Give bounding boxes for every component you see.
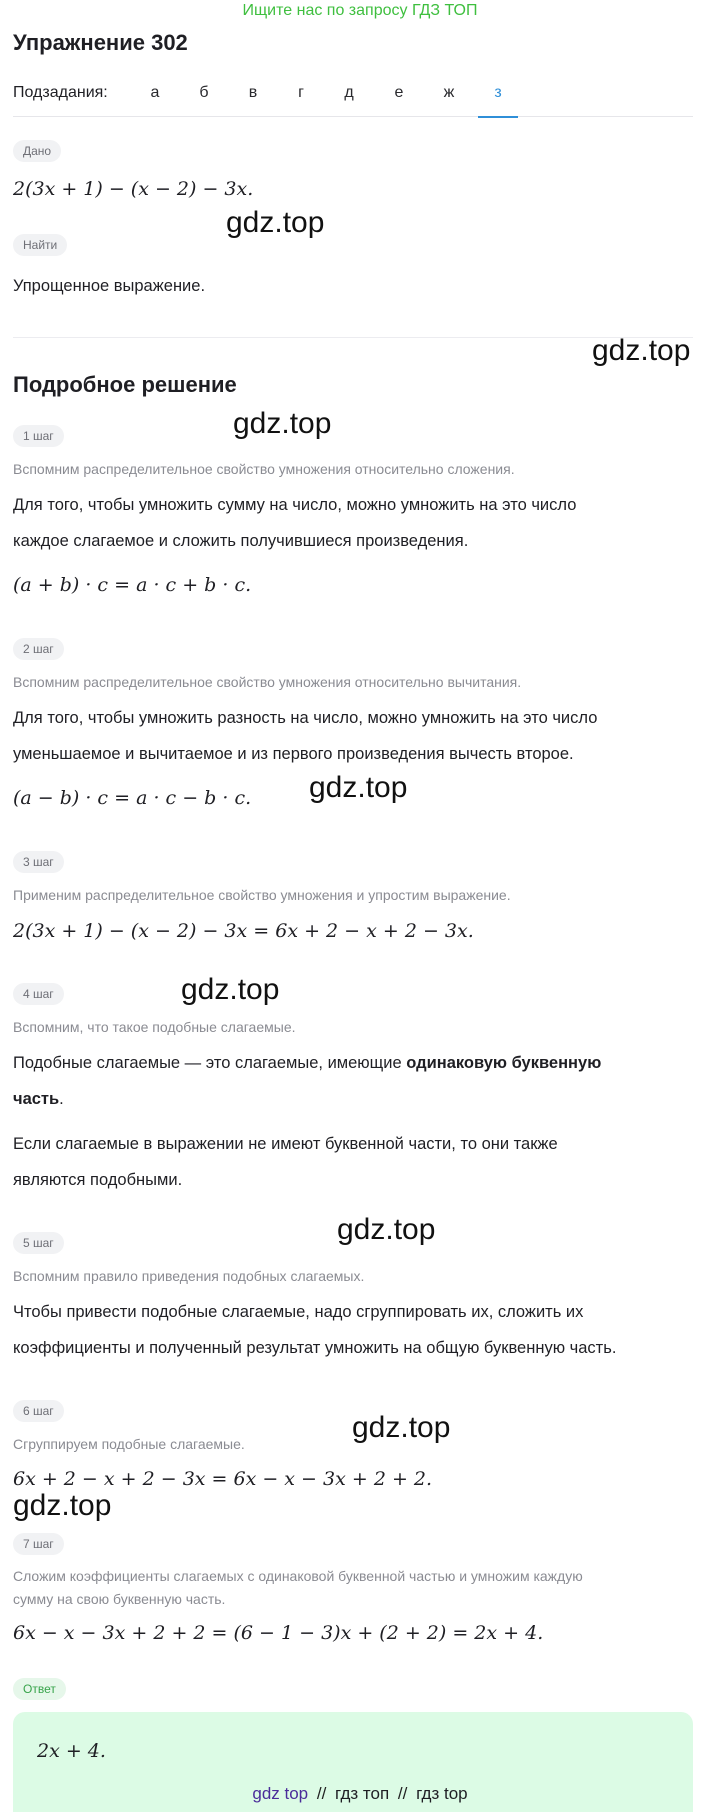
step-1-badge-wrap: [13, 425, 64, 447]
step-4-text-line2-bold: часть: [13, 1090, 60, 1108]
tab-v[interactable]: в: [248, 84, 258, 101]
footer-links: [0, 1784, 720, 1804]
step-2-text-line1: Для того, чтобы умножить разность на число, можно умножить на это число: [13, 709, 598, 727]
watermark: gdz.top: [13, 1489, 112, 1522]
watermark: gdz.top: [352, 1411, 451, 1444]
answer-badge: Ответ: [13, 1678, 66, 1700]
step-2-formula: (a − b) · c = a · c − b · c.: [13, 787, 252, 809]
step-2-hint: Вспомним распределительное свойство умножения относительно вычитания.: [13, 674, 522, 690]
footer-separator: //: [397, 1784, 408, 1803]
tab-e[interactable]: е: [394, 84, 404, 101]
step-4-text-line2-b: .: [59, 1090, 64, 1108]
step-2-badge: 2 шаг: [13, 638, 64, 660]
step-7-hint-line1: Сложим коэффициенты слагаемых с одинаковой буквенной частью и умножим каждую: [13, 1568, 583, 1584]
find-text: Упрощенное выражение.: [13, 277, 206, 295]
step-4-badge-wrap: [13, 983, 64, 1005]
step-4-text-line1-a: Подобные слагаемые — это слагаемые, имеющие: [13, 1054, 407, 1072]
step-4-text-line1: [13, 1045, 601, 1081]
given-expression: 2(3x + 1) − (x − 2) − 3x.: [13, 178, 254, 200]
step-5-badge-wrap: [13, 1232, 64, 1254]
find-section: [13, 234, 67, 256]
watermark: gdz.top: [337, 1213, 436, 1246]
footer-link-gdz-top-ru[interactable]: гдз топ: [335, 1784, 390, 1803]
step-3-badge: 3 шаг: [13, 851, 64, 873]
watermark: gdz.top: [233, 407, 332, 440]
subtasks-label: Подзадания:: [13, 84, 108, 101]
given-section: [13, 140, 61, 162]
step-4-badge: 4 шаг: [13, 983, 64, 1005]
tab-a[interactable]: а: [150, 84, 160, 101]
answer-badge-wrap: [13, 1678, 66, 1700]
step-6-badge: 6 шаг: [13, 1400, 64, 1422]
step-7-hint-line2: сумму на свою буквенную часть.: [13, 1591, 226, 1607]
step-5-hint: Вспомним правило приведения подобных слагаемых.: [13, 1268, 365, 1284]
watermark: gdz.top: [226, 206, 325, 239]
step-5-text-line2: коэффициенты и полученный результат умножить на общую буквенную часть.: [13, 1339, 617, 1357]
divider: [13, 337, 693, 338]
given-badge: Дано: [13, 140, 61, 162]
watermark: gdz.top: [309, 771, 408, 804]
page-title: Упражнение 302: [13, 30, 188, 55]
subtask-tabs: [13, 80, 693, 117]
step-6-badge-wrap: [13, 1400, 64, 1422]
step-4-text-line4: являются подобными.: [13, 1171, 183, 1189]
watermark: gdz.top: [181, 973, 280, 1006]
step-7-formula: 6x − x − 3x + 2 + 2 = (6 − 1 − 3)x + (2 + 2) = 2x + 4.: [13, 1622, 544, 1644]
tab-z[interactable]: з: [478, 84, 518, 118]
footer-link-gdz-top[interactable]: гдз top: [416, 1784, 468, 1803]
step-7-badge: 7 шаг: [13, 1533, 64, 1555]
step-2-badge-wrap: [13, 638, 64, 660]
step-1-badge: 1 шаг: [13, 425, 64, 447]
tab-d[interactable]: д: [344, 84, 354, 101]
tab-zh[interactable]: ж: [443, 84, 455, 101]
step-3-badge-wrap: [13, 851, 64, 873]
tab-g[interactable]: г: [298, 84, 304, 101]
step-4-hint: Вспомним, что такое подобные слагаемые.: [13, 1019, 296, 1035]
step-3-formula: 2(3x + 1) − (x − 2) − 3x = 6x + 2 − x + 2 − 3x.: [13, 920, 474, 942]
step-1-formula: (a + b) · c = a · c + b · c.: [13, 574, 252, 596]
tab-b[interactable]: б: [199, 84, 209, 101]
step-5-text-line1: Чтобы привести подобные слагаемые, надо сгруппировать их, сложить их: [13, 1303, 584, 1321]
step-1-text-line1: Для того, чтобы умножить сумму на число, можно умножить на это число: [13, 496, 577, 514]
step-4-text-line3: Если слагаемые в выражении не имеют буквенной части, то они также: [13, 1135, 558, 1153]
find-badge: Найти: [13, 234, 67, 256]
step-5-badge: 5 шаг: [13, 1232, 64, 1254]
step-4-text-line2: [13, 1081, 64, 1117]
search-banner: Ищите нас по запросу ГДЗ ТОП: [242, 2, 478, 19]
step-7-badge-wrap: [13, 1533, 64, 1555]
step-1-text-line2: каждое слагаемое и сложить получившиеся произведения.: [13, 532, 469, 550]
step-6-hint: Сгруппируем подобные слагаемые.: [13, 1436, 245, 1452]
step-4-text-line1-bold: одинаковую буквенную: [406, 1054, 602, 1072]
footer-brand-link[interactable]: gdz top: [252, 1784, 309, 1803]
solution-title: Подробное решение: [13, 372, 237, 397]
step-1-hint: Вспомним распределительное свойство умножения относительно сложения.: [13, 461, 515, 477]
answer-formula: 2x + 4.: [37, 1740, 106, 1762]
footer-separator: //: [316, 1784, 327, 1803]
step-2-text-line2: уменьшаемое и вычитаемое и из первого произведения вычесть второе.: [13, 745, 574, 763]
step-3-hint: Применим распределительное свойство умножения и упростим выражение.: [13, 887, 511, 903]
watermark: gdz.top: [592, 334, 691, 367]
step-6-formula: 6x + 2 − x + 2 − 3x = 6x − x − 3x + 2 + 2.: [13, 1468, 433, 1490]
